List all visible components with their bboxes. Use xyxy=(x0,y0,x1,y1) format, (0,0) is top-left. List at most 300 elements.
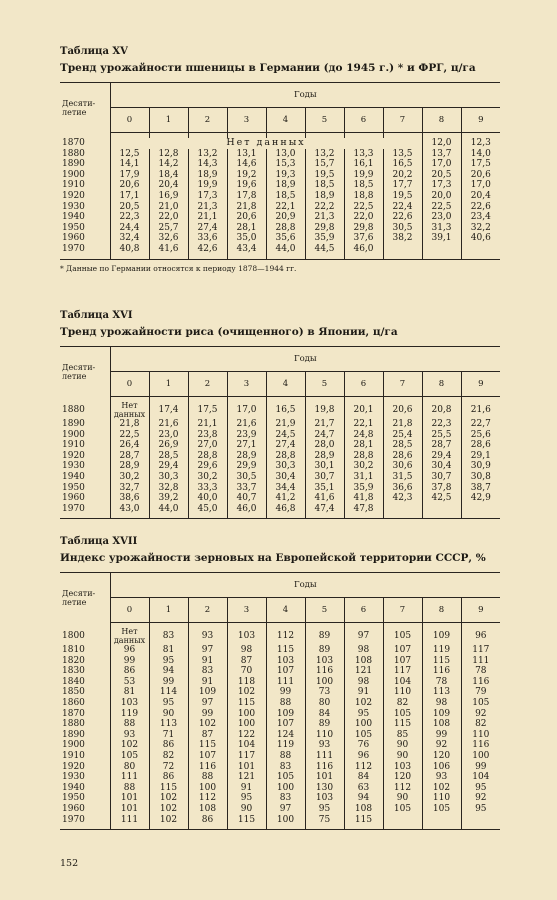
value-cell: 40,7 xyxy=(227,493,266,504)
value-cell: 109 xyxy=(422,628,461,645)
value-cell: 111 xyxy=(110,772,149,783)
value-cell: 25,6 xyxy=(470,429,491,440)
value-cell: 23,9 xyxy=(227,430,266,441)
table-row xyxy=(60,709,500,720)
value-cell: 30,9 xyxy=(470,461,491,472)
value-cell: 42,9 xyxy=(470,493,491,504)
value-cell: 113 xyxy=(422,687,461,698)
year-column-header: 5 xyxy=(305,108,344,133)
value-cell: 71 xyxy=(149,730,188,741)
value-cell: 90 xyxy=(383,740,422,751)
table-row xyxy=(60,628,500,645)
value-cell: 21,8 xyxy=(383,419,422,430)
table-row xyxy=(60,504,500,515)
value-cell: 116 xyxy=(305,762,344,773)
years-header: Годы xyxy=(110,83,500,108)
value-cell: 78 xyxy=(475,666,487,677)
decade-cell: 1930 xyxy=(60,202,110,213)
year-column-header: 8 xyxy=(422,372,461,397)
value-cell: 28,8 xyxy=(344,451,383,462)
value-cell: 30,2 xyxy=(110,472,149,483)
decade-cell: 1950 xyxy=(60,483,110,494)
value-cell: 21,1 xyxy=(188,419,227,430)
value-cell: 28,1 xyxy=(344,440,383,451)
value-cell: 22,1 xyxy=(344,419,383,430)
value-cell: 14,6 xyxy=(227,159,266,170)
value-cell: 46,0 xyxy=(344,244,383,255)
value-cell: 104 xyxy=(383,677,422,688)
value-cell: 41,6 xyxy=(305,493,344,504)
value-cell: 115 xyxy=(227,698,266,709)
years-header: Годы xyxy=(110,573,500,598)
value-cell: 95 xyxy=(149,698,188,709)
value-cell: 98 xyxy=(422,698,461,709)
value-cell: 39,1 xyxy=(422,233,461,244)
decade-cell: 1870 xyxy=(60,138,110,149)
value-cell: 30,7 xyxy=(305,472,344,483)
value-cell: 41,2 xyxy=(266,493,305,504)
value-cell: 116 xyxy=(188,762,227,773)
value-cell: 117 xyxy=(383,666,422,677)
decade-cell: 1910 xyxy=(60,180,110,191)
decade-cell: 1910 xyxy=(60,751,110,762)
value-cell: 107 xyxy=(266,666,305,677)
year-column-header: 0 xyxy=(110,598,149,623)
table-row xyxy=(60,751,500,762)
value-cell: 87 xyxy=(188,730,227,741)
value-cell: 28,5 xyxy=(149,451,188,462)
value-cell: 28,0 xyxy=(305,440,344,451)
table-label: Таблица XV xyxy=(60,46,128,57)
value-cell: 95 xyxy=(344,709,383,720)
value-cell: 19,8 xyxy=(305,402,344,419)
table-row xyxy=(60,793,500,804)
value-cell: 16,9 xyxy=(149,191,188,202)
decade-cell: 1880 xyxy=(60,719,110,730)
decade-cell: 1910 xyxy=(60,440,110,451)
value-cell: 89 xyxy=(305,645,344,656)
decade-cell: 1960 xyxy=(60,804,110,815)
value-cell: 101 xyxy=(110,804,149,815)
value-cell: 18,5 xyxy=(305,180,344,191)
value-cell: 102 xyxy=(110,740,149,751)
value-cell: 23,0 xyxy=(149,430,188,441)
value-cell: 33,7 xyxy=(227,483,266,494)
value-cell: 12,5 xyxy=(110,149,149,160)
value-cell: 91 xyxy=(227,783,266,794)
value-cell: 32,6 xyxy=(149,233,188,244)
value-cell: 12,0 xyxy=(422,138,461,149)
value-cell: 102 xyxy=(227,687,266,698)
value-cell: 101 xyxy=(305,772,344,783)
value-cell: 95 xyxy=(305,804,344,815)
value-cell: 32,7 xyxy=(110,483,149,494)
value-cell: 73 xyxy=(305,687,344,698)
value-cell: 35,0 xyxy=(227,233,266,244)
value-cell: 28,6 xyxy=(470,440,491,451)
year-column-header: 7 xyxy=(383,108,422,133)
value-cell: 108 xyxy=(422,719,461,730)
value-cell: 98 xyxy=(227,645,266,656)
value-cell: 92 xyxy=(475,793,487,804)
value-cell: 22,7 xyxy=(470,419,491,429)
table-title: Тренд урожайности пшеницы в Германии (до 1945 г.) * и ФРГ, ц/га xyxy=(60,62,476,74)
value-cell: 83 xyxy=(149,628,188,645)
value-cell: 13,2 xyxy=(188,149,227,160)
value-cell: 22,5 xyxy=(110,430,149,441)
decade-header: Десяти- летие xyxy=(60,573,110,623)
value-cell: 79 xyxy=(475,687,487,698)
value-cell: 95 xyxy=(149,656,188,667)
value-cell: 109 xyxy=(266,709,305,720)
value-cell: 20,6 xyxy=(110,180,149,191)
value-cell: 115 xyxy=(422,656,461,667)
value-cell: 35,6 xyxy=(266,233,305,244)
value-cell: 14,3 xyxy=(188,159,227,170)
value-cell: 19,2 xyxy=(227,170,266,181)
value-cell: 35,9 xyxy=(344,483,383,494)
decade-cell: 1810 xyxy=(60,645,110,656)
value-cell: 110 xyxy=(472,729,490,740)
value-cell: 105 xyxy=(472,697,490,708)
value-cell: 18,4 xyxy=(149,170,188,181)
value-cell: 97 xyxy=(344,628,383,645)
value-cell: 47,4 xyxy=(305,504,344,515)
value-cell: 78 xyxy=(422,677,461,688)
decade-cell: 1930 xyxy=(60,772,110,783)
decade-cell: 1830 xyxy=(60,666,110,677)
decade-cell: 1940 xyxy=(60,783,110,794)
value-cell: 99 xyxy=(266,687,305,698)
decade-cell: 1950 xyxy=(60,223,110,234)
value-cell: 97 xyxy=(188,645,227,656)
value-cell: 18,5 xyxy=(344,180,383,191)
table-footnote: * Данные по Германии относятся к периоду 1878—1944 гг. xyxy=(60,263,297,273)
value-cell: 91 xyxy=(344,687,383,698)
value-cell: 30,7 xyxy=(422,472,461,483)
value-cell: 97 xyxy=(266,804,305,815)
value-cell: 30,4 xyxy=(266,472,305,483)
value-cell: 17,8 xyxy=(227,191,266,202)
decade-cell: 1890 xyxy=(60,730,110,741)
value-cell: 18,9 xyxy=(188,170,227,181)
value-cell: 13,3 xyxy=(344,149,383,160)
value-cell: 17,5 xyxy=(188,402,227,419)
value-cell: 12,3 xyxy=(470,138,491,148)
table-xvi-block xyxy=(60,310,500,519)
value-cell: 103 xyxy=(110,698,149,709)
value-cell: 30,2 xyxy=(188,472,227,483)
value-cell: 13,2 xyxy=(305,149,344,160)
value-cell: 13,0 xyxy=(266,149,305,160)
value-cell: 29,4 xyxy=(149,461,188,472)
table-row xyxy=(60,461,500,472)
value-cell: 28,9 xyxy=(227,451,266,462)
value-cell: 17,1 xyxy=(110,191,149,202)
value-cell: 103 xyxy=(305,793,344,804)
value-cell: 83 xyxy=(266,793,305,804)
year-column-header: 2 xyxy=(188,372,227,397)
table-row xyxy=(60,212,500,223)
decade-header: Десяти- летие xyxy=(60,347,110,397)
decade-cell: 1940 xyxy=(60,472,110,483)
table-row xyxy=(60,730,500,741)
value-cell xyxy=(383,815,422,826)
value-cell: 38,7 xyxy=(470,482,491,493)
value-cell: 108 xyxy=(188,804,227,815)
value-cell: 70 xyxy=(227,666,266,677)
year-column-header: 0 xyxy=(110,108,149,133)
table-row xyxy=(60,170,500,181)
value-cell: 44,5 xyxy=(305,244,344,255)
value-cell: 32,4 xyxy=(110,233,149,244)
value-cell: 28,9 xyxy=(110,461,149,472)
value-cell: 18,5 xyxy=(266,191,305,202)
value-cell: 120 xyxy=(422,751,461,762)
value-cell: 17,5 xyxy=(470,159,491,170)
decade-cell: 1950 xyxy=(60,793,110,804)
decade-cell: 1890 xyxy=(60,419,110,430)
value-cell xyxy=(422,815,461,826)
value-cell: 92 xyxy=(422,740,461,751)
value-cell: 26,9 xyxy=(149,440,188,451)
value-cell: 124 xyxy=(266,730,305,741)
value-cell: 112 xyxy=(344,762,383,773)
year-column-header: 4 xyxy=(266,598,305,623)
table-row xyxy=(60,402,500,419)
value-cell: 20,5 xyxy=(422,170,461,181)
value-cell: 90 xyxy=(227,804,266,815)
value-cell: 31,5 xyxy=(383,472,422,483)
value-cell: 12,8 xyxy=(149,149,188,160)
value-cell: 22,2 xyxy=(305,202,344,213)
value-cell: 40,6 xyxy=(470,233,491,244)
value-cell: 96 xyxy=(475,631,487,642)
value-cell: 31,3 xyxy=(422,223,461,234)
value-cell: 21,7 xyxy=(305,419,344,430)
year-column-header: 9 xyxy=(461,108,500,133)
value-cell: 100 xyxy=(305,677,344,688)
table-row xyxy=(60,451,500,462)
value-cell: 41,6 xyxy=(149,244,188,255)
value-cell: 43,4 xyxy=(227,244,266,255)
value-cell: 44,0 xyxy=(149,504,188,515)
value-cell: 116 xyxy=(472,676,490,687)
value-cell: 93 xyxy=(305,740,344,751)
value-cell: 45,0 xyxy=(188,504,227,515)
value-cell: 20,2 xyxy=(383,170,422,181)
table-row xyxy=(60,244,500,255)
value-cell: 103 xyxy=(227,628,266,645)
value-cell: 107 xyxy=(383,645,422,656)
decade-cell: 1880 xyxy=(60,149,110,160)
value-cell: 109 xyxy=(422,709,461,720)
value-cell: 35,1 xyxy=(305,483,344,494)
value-cell: 23,4 xyxy=(470,212,491,223)
value-cell: 103 xyxy=(305,656,344,667)
value-cell: 112 xyxy=(188,793,227,804)
table-row xyxy=(60,472,500,483)
value-cell: 98 xyxy=(344,645,383,656)
table-row xyxy=(60,772,500,783)
table-row xyxy=(60,804,500,815)
table-row xyxy=(60,762,500,773)
value-cell: Нет данных xyxy=(110,138,422,149)
value-cell: 88 xyxy=(266,698,305,709)
value-cell: 105 xyxy=(266,772,305,783)
value-cell: 20,1 xyxy=(344,402,383,419)
value-cell: 111 xyxy=(110,815,149,826)
value-cell: 28,7 xyxy=(110,451,149,462)
value-cell: 16,5 xyxy=(383,159,422,170)
value-cell: 22,1 xyxy=(266,202,305,213)
value-cell xyxy=(383,244,422,255)
value-cell: 111 xyxy=(305,751,344,762)
value-cell: 86 xyxy=(110,666,149,677)
value-cell: 94 xyxy=(149,666,188,677)
value-cell: 30,6 xyxy=(383,461,422,472)
value-cell: 24,4 xyxy=(110,223,149,234)
value-cell: 91 xyxy=(188,656,227,667)
value-cell: 108 xyxy=(344,656,383,667)
value-cell: 115 xyxy=(227,815,266,826)
years-header: Годы xyxy=(110,347,500,372)
value-cell: 104 xyxy=(227,740,266,751)
decade-cell: 1870 xyxy=(60,709,110,720)
value-cell: 25,7 xyxy=(149,223,188,234)
value-cell: 14,2 xyxy=(149,159,188,170)
value-cell xyxy=(461,504,500,515)
value-cell: 30,5 xyxy=(227,472,266,483)
value-cell: 27,0 xyxy=(188,440,227,451)
value-cell: 94 xyxy=(344,793,383,804)
year-column-header: 1 xyxy=(149,108,188,133)
table-row xyxy=(60,419,500,430)
value-cell xyxy=(422,244,461,255)
value-cell: 99 xyxy=(422,730,461,741)
value-cell: 110 xyxy=(305,730,344,741)
table-row xyxy=(60,815,500,826)
value-cell: 115 xyxy=(266,645,305,656)
value-cell: 28,5 xyxy=(383,440,422,451)
value-cell: 105 xyxy=(383,804,422,815)
table-row xyxy=(60,149,500,160)
value-cell: 21,6 xyxy=(227,419,266,430)
table-row xyxy=(60,180,500,191)
value-cell: 40,0 xyxy=(188,493,227,504)
decade-cell: 1850 xyxy=(60,687,110,698)
year-column-header: 3 xyxy=(227,108,266,133)
value-cell: 18,8 xyxy=(344,191,383,202)
table-label: Таблица XVI xyxy=(60,310,133,321)
value-cell: 18,9 xyxy=(305,191,344,202)
value-cell: 113 xyxy=(149,719,188,730)
value-cell: 25,5 xyxy=(422,430,461,441)
value-cell: 86 xyxy=(149,740,188,751)
value-cell: 21,6 xyxy=(149,419,188,430)
table-row xyxy=(60,493,500,504)
value-cell: 23,0 xyxy=(422,212,461,223)
value-cell: 76 xyxy=(344,740,383,751)
value-cell: 22,5 xyxy=(344,202,383,213)
value-cell: 80 xyxy=(305,698,344,709)
year-column-header: 3 xyxy=(227,598,266,623)
value-cell: 17,3 xyxy=(188,191,227,202)
value-cell: 14,1 xyxy=(110,159,149,170)
value-cell: 22,4 xyxy=(383,202,422,213)
year-column-header: 5 xyxy=(305,372,344,397)
value-cell: 83 xyxy=(266,762,305,773)
value-cell: 17,4 xyxy=(149,402,188,419)
year-column-header: 9 xyxy=(461,372,500,397)
value-cell: 107 xyxy=(266,719,305,730)
value-cell: 19,5 xyxy=(305,170,344,181)
value-cell: 95 xyxy=(227,793,266,804)
value-cell: 122 xyxy=(227,730,266,741)
decade-cell: 1970 xyxy=(60,244,110,255)
value-cell: 85 xyxy=(383,730,422,741)
value-cell: 100 xyxy=(188,783,227,794)
value-cell: 100 xyxy=(266,783,305,794)
table-row xyxy=(60,783,500,794)
year-column-header: 3 xyxy=(227,372,266,397)
decade-cell: 1860 xyxy=(60,698,110,709)
value-cell: 24,5 xyxy=(266,430,305,441)
value-cell: 107 xyxy=(188,751,227,762)
value-cell: 109 xyxy=(188,687,227,698)
value-cell: 86 xyxy=(188,815,227,826)
table-label: Таблица XVII xyxy=(60,536,138,547)
value-cell: 121 xyxy=(344,666,383,677)
value-cell: 81 xyxy=(110,687,149,698)
yield-table xyxy=(60,82,500,260)
year-column-header: 6 xyxy=(344,108,383,133)
value-cell: 116 xyxy=(422,666,461,677)
value-cell: 21,1 xyxy=(188,212,227,223)
value-cell: 30,3 xyxy=(149,472,188,483)
value-cell: 99 xyxy=(110,656,149,667)
value-cell: 28,6 xyxy=(383,451,422,462)
value-cell: 38,6 xyxy=(110,493,149,504)
value-cell: 86 xyxy=(149,772,188,783)
value-cell: 29,8 xyxy=(305,223,344,234)
yield-table xyxy=(60,572,500,830)
value-cell: 29,9 xyxy=(227,461,266,472)
value-cell: 101 xyxy=(110,793,149,804)
table-row xyxy=(60,698,500,709)
decade-cell: 1960 xyxy=(60,233,110,244)
value-cell: 101 xyxy=(227,762,266,773)
value-cell: 100 xyxy=(266,815,305,826)
value-cell: 100 xyxy=(472,750,490,761)
value-cell: 30,2 xyxy=(344,461,383,472)
value-cell: 82 xyxy=(149,751,188,762)
value-cell: 114 xyxy=(149,687,188,698)
value-cell: 88 xyxy=(188,772,227,783)
decade-cell: 1920 xyxy=(60,451,110,462)
value-cell: 25,4 xyxy=(383,430,422,441)
table-row xyxy=(60,740,500,751)
value-cell: 21,8 xyxy=(110,419,149,430)
value-cell: 24,8 xyxy=(344,430,383,441)
year-column-header: 4 xyxy=(266,108,305,133)
year-column-header: 8 xyxy=(422,108,461,133)
value-cell: 95 xyxy=(475,803,487,814)
value-cell: 105 xyxy=(383,709,422,720)
value-cell: 21,9 xyxy=(266,419,305,430)
value-cell: 99 xyxy=(475,761,487,772)
value-cell: 41,8 xyxy=(344,493,383,504)
